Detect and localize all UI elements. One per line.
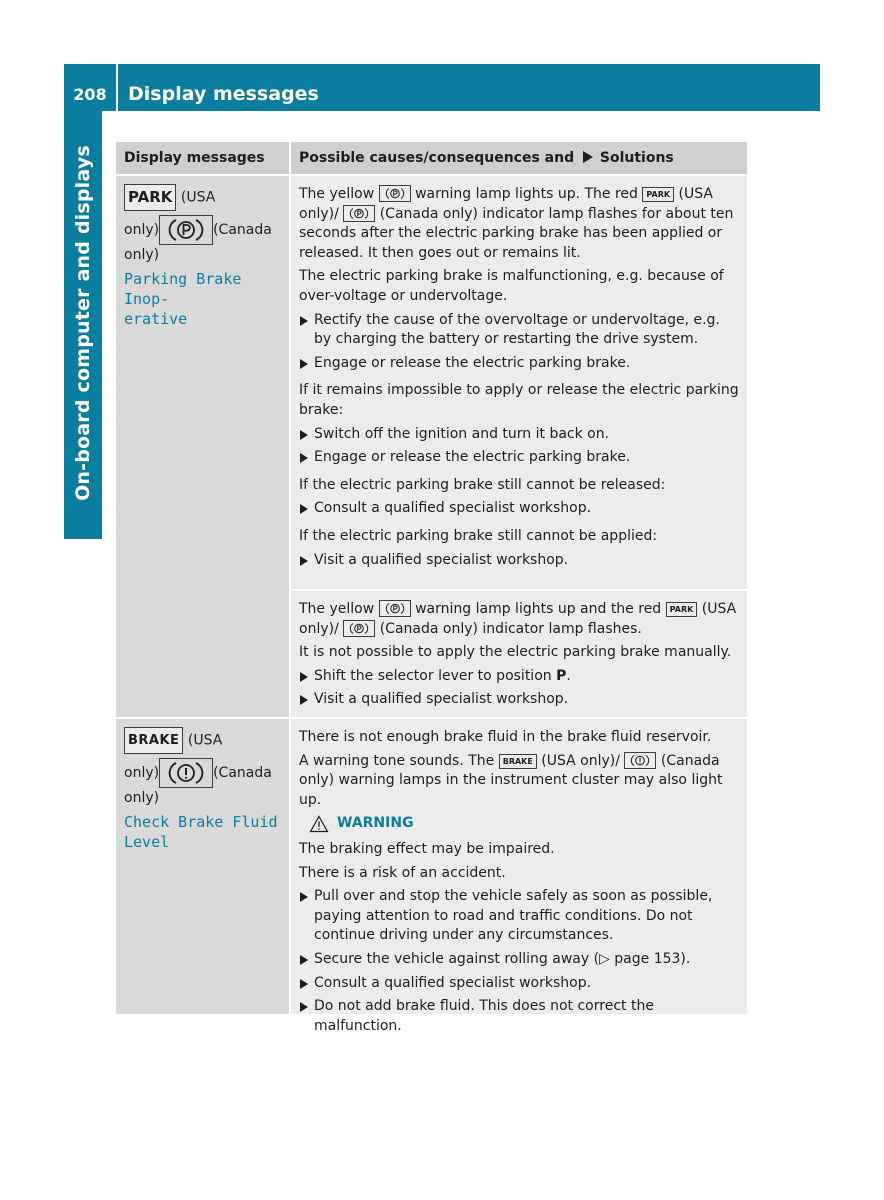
step-text: Consult a qualified specialist workshop.	[314, 500, 592, 517]
parking-brake-p-icon	[159, 215, 213, 245]
step-arrow-icon	[300, 892, 308, 902]
paragraph: There is a risk of an accident.	[299, 864, 506, 881]
paragraph: There is not enough brake fluid in the brake fluid reservoir.	[299, 729, 712, 745]
solution-step	[299, 425, 739, 445]
play-arrow-icon	[583, 151, 593, 163]
only-label-2: only)	[124, 790, 160, 806]
solution-step	[299, 448, 739, 468]
text-segment: (Canada only) indicator lamp flashes for about ten seconds after the electric parking brake has been applied or released. It then goes out or remains lit.	[299, 205, 734, 261]
solution-step	[299, 950, 739, 970]
text-segment: warning lamp lights up. The red	[415, 186, 638, 202]
step-text: Secure the vehicle against rolling away (▷ page 153).	[314, 950, 691, 967]
text-segment: (USA only)/	[541, 752, 620, 769]
step-text: Visit a qualified specialist workshop.	[314, 551, 569, 568]
park-lamp-icon: PARK	[666, 602, 698, 617]
step-text: .	[566, 667, 571, 684]
warning-label: WARNING	[337, 815, 414, 832]
brake-lamp-icon: BRAKE	[124, 727, 183, 754]
solution-step	[299, 690, 739, 710]
parking-brake-p-icon	[379, 600, 411, 617]
row-brake-cause	[289, 719, 747, 1034]
step-arrow-icon	[300, 672, 308, 682]
step-text: Engage or release the electric parking brake.	[314, 354, 631, 371]
step-arrow-icon	[300, 1002, 308, 1012]
header-divider	[116, 64, 118, 111]
paragraph: The braking effect may be impaired.	[299, 840, 555, 857]
col-header-causes-text: Possible causes/consequences and	[299, 150, 575, 166]
step-text: Rectify the cause of the overvoltage or undervoltage, e.g. by charging the battery or restarting the drive system.	[314, 311, 720, 348]
only-label-2: only)	[124, 247, 160, 263]
brake-lamp-icon: BRAKE	[499, 754, 537, 769]
step-text: Engage or release the electric parking brake.	[314, 449, 631, 466]
display-message-line-2: Level	[124, 833, 170, 851]
step-arrow-icon	[300, 504, 308, 514]
parking-brake-p-icon	[379, 185, 411, 202]
col-header-display-messages: Display messages	[116, 142, 289, 174]
display-message-line-1: Parking Brake Inop-	[124, 270, 242, 308]
paragraph: If the electric parking brake still cannot be released:	[299, 476, 666, 493]
display-message-line-2: erative	[124, 310, 188, 328]
row-park-cause-b	[289, 591, 747, 717]
display-message-parking-brake	[124, 269, 283, 329]
step-arrow-icon	[300, 316, 308, 326]
side-tab-label: On-board computer and displays	[72, 145, 94, 501]
solution-step	[299, 354, 739, 374]
page-title: Display messages	[128, 83, 319, 105]
col-header-causes-solutions	[289, 142, 747, 174]
text-segment: The yellow	[299, 601, 375, 617]
warning-triangle-icon	[309, 815, 329, 833]
step-text: Do not add brake fluid. This does not correct the malfunction.	[314, 998, 654, 1034]
text-segment: (Canada only) warning lamps in the instrument cluster may also light up.	[299, 752, 723, 808]
paragraph: If the electric parking brake still cannot be applied:	[299, 527, 658, 544]
step-text: Pull over and stop the vehicle safely as soon as possible, paying attention to road and traffic conditions. Do not continue driving under any circumstances.	[314, 888, 713, 944]
text-segment: (USA only)/	[299, 186, 713, 222]
step-text: Switch off the ignition and turn it back on.	[314, 425, 610, 442]
side-tab-label-wrap	[64, 145, 102, 501]
parking-brake-p-icon	[343, 620, 375, 637]
canada-label: (Canada	[213, 765, 272, 781]
step-arrow-icon	[300, 359, 308, 369]
step-text: Visit a qualified specialist workshop.	[314, 691, 569, 708]
solution-step	[299, 997, 739, 1036]
display-message-line-1: Check Brake Fluid	[124, 813, 278, 831]
parking-brake-p-icon	[343, 205, 375, 222]
solution-step	[299, 551, 739, 571]
park-lamp-icon: PARK	[642, 187, 674, 202]
paragraph: It is not possible to apply the electric parking brake manually.	[299, 644, 732, 661]
step-arrow-icon	[300, 430, 308, 440]
selector-position: P	[556, 667, 567, 684]
solution-step	[299, 311, 739, 350]
text-segment: The yellow	[299, 186, 375, 202]
step-arrow-icon	[300, 955, 308, 965]
row-brake-display-cell	[116, 719, 289, 1014]
step-text: Consult a qualified specialist workshop.	[314, 974, 592, 991]
only-label: only)	[124, 222, 160, 238]
row-park-cause-a	[289, 176, 747, 589]
canada-label: (Canada	[213, 222, 272, 238]
page-number: 208	[73, 85, 107, 104]
brake-warning-icon	[159, 758, 213, 788]
solution-step	[299, 499, 739, 519]
usa-label: (USA	[180, 189, 216, 206]
warning-heading	[309, 814, 739, 834]
solution-step	[299, 887, 739, 946]
text-segment: warning lamp lights up and the red	[415, 601, 662, 617]
display-messages-table	[116, 142, 747, 1034]
step-arrow-icon	[300, 556, 308, 566]
paragraph: If it remains impossible to apply or release the electric parking brake:	[299, 382, 739, 418]
step-text: Shift the selector lever to position	[314, 667, 552, 684]
solution-step	[299, 667, 739, 687]
step-arrow-icon	[300, 695, 308, 705]
text-segment: A warning tone sounds. The	[299, 752, 495, 769]
usa-label: (USA	[187, 732, 223, 749]
park-lamp-icon: PARK	[124, 184, 176, 211]
step-arrow-icon	[300, 979, 308, 989]
step-arrow-icon	[300, 453, 308, 463]
brake-warning-icon	[624, 752, 656, 769]
col-header-solutions-text: Solutions	[599, 150, 674, 166]
row-park-display-cell	[116, 176, 289, 717]
text-segment: (USA only)/	[299, 601, 737, 637]
display-message-check-brake-fluid	[124, 812, 283, 852]
text-segment: (Canada only) indicator lamp flashes.	[379, 620, 642, 637]
only-label: only)	[124, 765, 160, 781]
page-header	[64, 64, 820, 111]
solution-step	[299, 974, 739, 994]
paragraph: The electric parking brake is malfunctioning, e.g. because of over-voltage or undervoltage.	[299, 268, 724, 304]
